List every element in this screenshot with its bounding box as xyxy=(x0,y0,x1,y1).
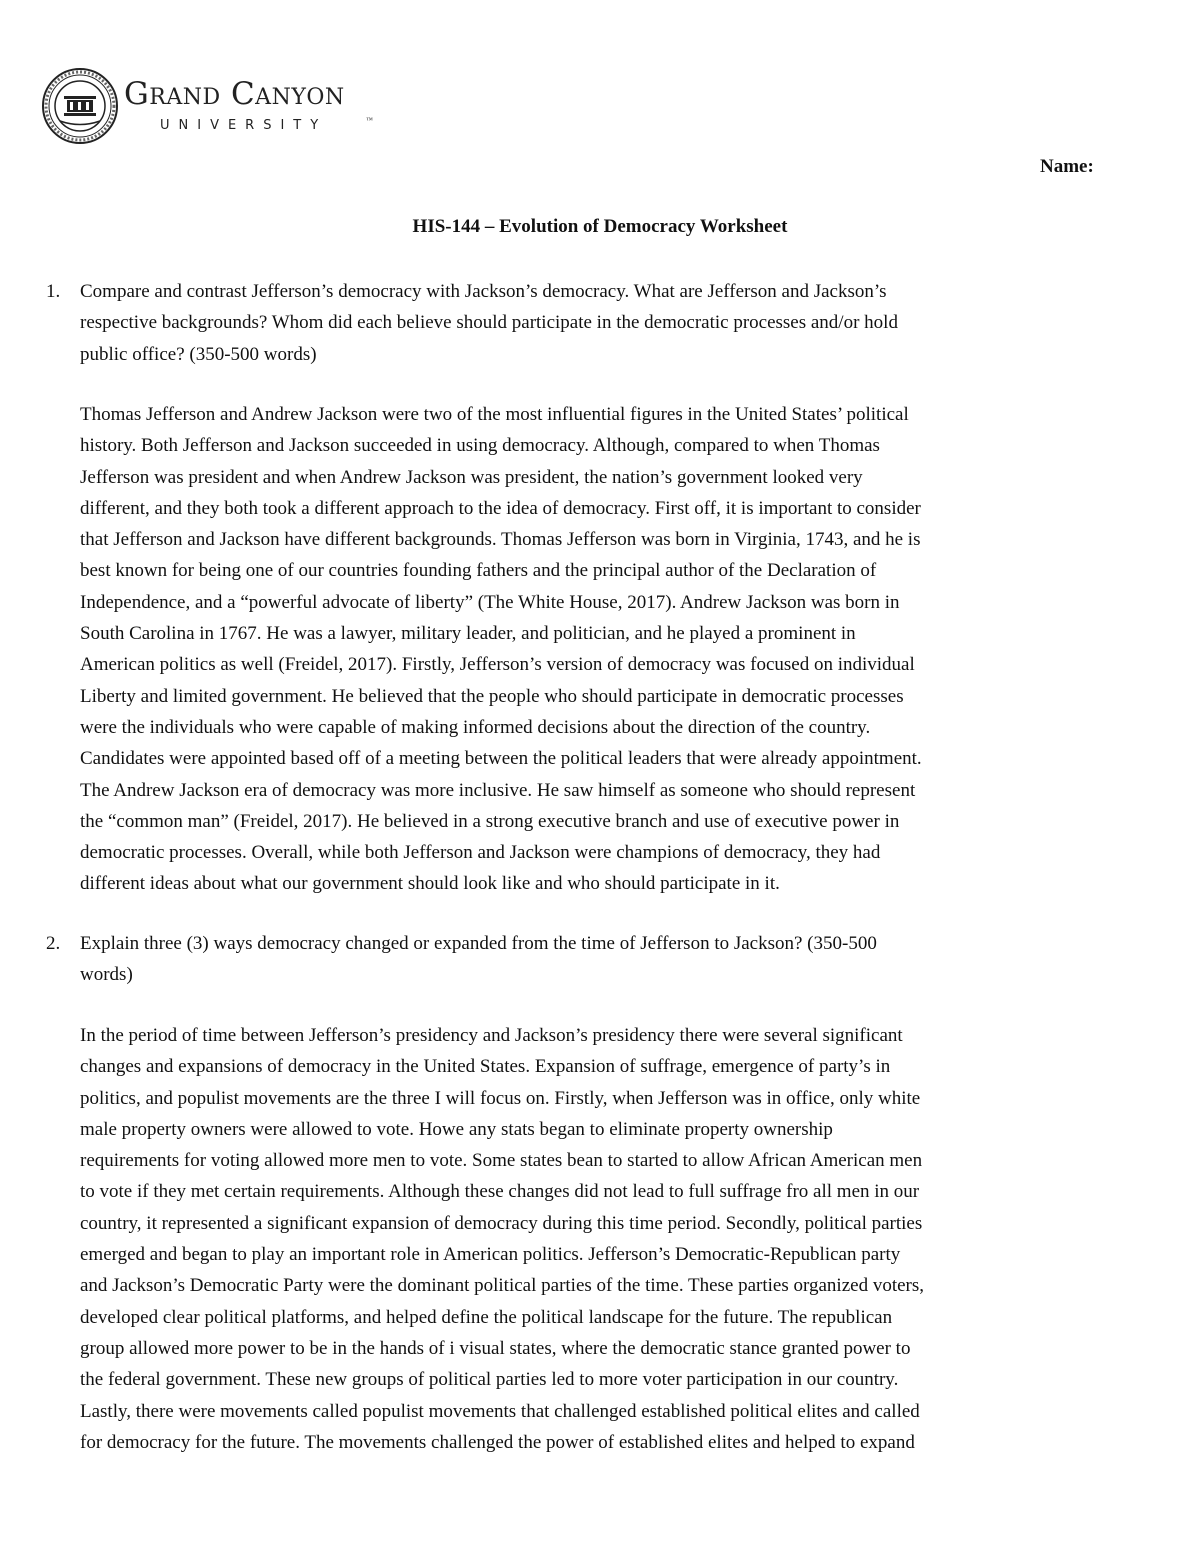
answer-line: Independence, and a “powerful advocate of liberty” (The White House, 2017). Andrew Jackson was born in xyxy=(80,591,900,613)
question-number: 2. xyxy=(46,933,61,954)
answer-line: Candidates were appointed based off of a meeting between the political leaders that were already appointment. xyxy=(80,748,922,770)
answer-line: that Jefferson and Jackson have different backgrounds. Thomas Jefferson was born in Virginia, 1743, and he is xyxy=(80,529,921,551)
answer-line: different, and they both took a different approach to the idea of democracy. First off, it is important to consider xyxy=(80,497,921,519)
question-line: public office? (350-500 words) xyxy=(80,343,317,365)
answer-line: male property owners were allowed to vote. Howe any stats began to eliminate property ownership xyxy=(80,1118,833,1140)
brand-subtitle: UNIVERSITY xyxy=(160,118,328,133)
question-text xyxy=(80,276,1140,370)
question-line: words) xyxy=(80,964,133,986)
answer-line: changes and expansions of democracy in the United States. Expansion of suffrage, emergence of party’s in xyxy=(80,1056,891,1078)
answer-line: The Andrew Jackson era of democracy was more inclusive. He saw himself as someone who should represent xyxy=(80,779,916,801)
answer-line: Thomas Jefferson and Andrew Jackson were two of the most influential figures in the United States’ political xyxy=(80,404,909,425)
answer-line: different ideas about what our government should look like and who should participate in it. xyxy=(80,873,780,895)
answer-line: the “common man” (Freidel, 2017). He believed in a strong executive branch and use of executive power in xyxy=(80,810,900,832)
answer-line: Lastly, there were movements called populist movements that challenged established political elites and called xyxy=(80,1400,920,1422)
brand-name: Grand Canyon xyxy=(124,76,345,112)
answer-line: emerged and began to play an important role in American politics. Jefferson’s Democratic-Republican party xyxy=(80,1244,901,1266)
question-line: Explain three (3) ways democracy changed or expanded from the time of Jefferson to Jackson? (350-500 xyxy=(80,933,877,954)
answer-line: and Jackson’s Democratic Party were the dominant political parties of the time. These parties organized voters, xyxy=(80,1275,925,1297)
answer-line: South Carolina in 1767. He was a lawyer, military leader, and politician, and he played a prominent in xyxy=(80,623,856,645)
university-seal-icon xyxy=(40,66,120,146)
answer-line: Liberty and limited government. He believed that the people who should participate in democratic processes xyxy=(80,685,904,707)
answer-line: requirements for voting allowed more men to vote. Some states bean to started to allow African American men xyxy=(80,1150,923,1172)
answer-line: country, it represented a significant expansion of democracy during this time period. Secondly, political parties xyxy=(80,1212,923,1234)
answer-line: politics, and populist movements are the three I will focus on. Firstly, when Jefferson was in office, only white xyxy=(80,1087,921,1109)
answer-2 xyxy=(80,1020,1140,1458)
answer-line: group allowed more power to be in the hands of i visual states, where the democratic stance granted power to xyxy=(80,1337,911,1359)
answer-line: In the period of time between Jefferson’s presidency and Jackson’s presidency there were several significant xyxy=(80,1025,903,1046)
worksheet-title: HIS-144 – Evolution of Democracy Worksheet xyxy=(412,216,788,237)
university-logo xyxy=(40,66,400,156)
name-label: Name: xyxy=(1040,156,1094,177)
trademark-mark: ™ xyxy=(366,116,373,124)
answer-line: were the individuals who were capable of making informed decisions about the direction of the country. xyxy=(80,716,871,738)
question-line: respective backgrounds? Whom did each believe should participate in the democratic processes and/or hold xyxy=(80,312,898,334)
question-text xyxy=(80,928,1140,991)
answer-line: developed clear political platforms, and helped define the political landscape for the future. The republican xyxy=(80,1306,893,1328)
answer-line: to vote if they met certain requirements. Although these changes did not lead to full suffrage fro all men in our xyxy=(80,1181,920,1203)
question-line: Compare and contrast Jefferson’s democracy with Jackson’s democracy. What are Jefferson and Jackson’s xyxy=(80,281,887,302)
answer-line: best known for being one of our countries founding fathers and the principal author of the Declaration of xyxy=(80,560,877,582)
answer-line: for democracy for the future. The movements challenged the power of established elites and helped to expand xyxy=(80,1431,915,1453)
answer-line: history. Both Jefferson and Jackson succeeded in using democracy. Although, compared to when Thomas xyxy=(80,435,880,457)
answer-line: democratic processes. Overall, while both Jefferson and Jackson were champions of democracy, they had xyxy=(80,842,881,864)
question-number: 1. xyxy=(46,281,61,302)
answer-line: the federal government. These new groups of political parties led to more voter participation in our country. xyxy=(80,1369,899,1391)
answer-1 xyxy=(80,399,1140,900)
answer-line: Jefferson was president and when Andrew Jackson was president, the nation’s government looked very xyxy=(80,466,863,488)
answer-line: American politics as well (Freidel, 2017). Firstly, Jefferson’s version of democracy was focused on individual xyxy=(80,654,915,676)
